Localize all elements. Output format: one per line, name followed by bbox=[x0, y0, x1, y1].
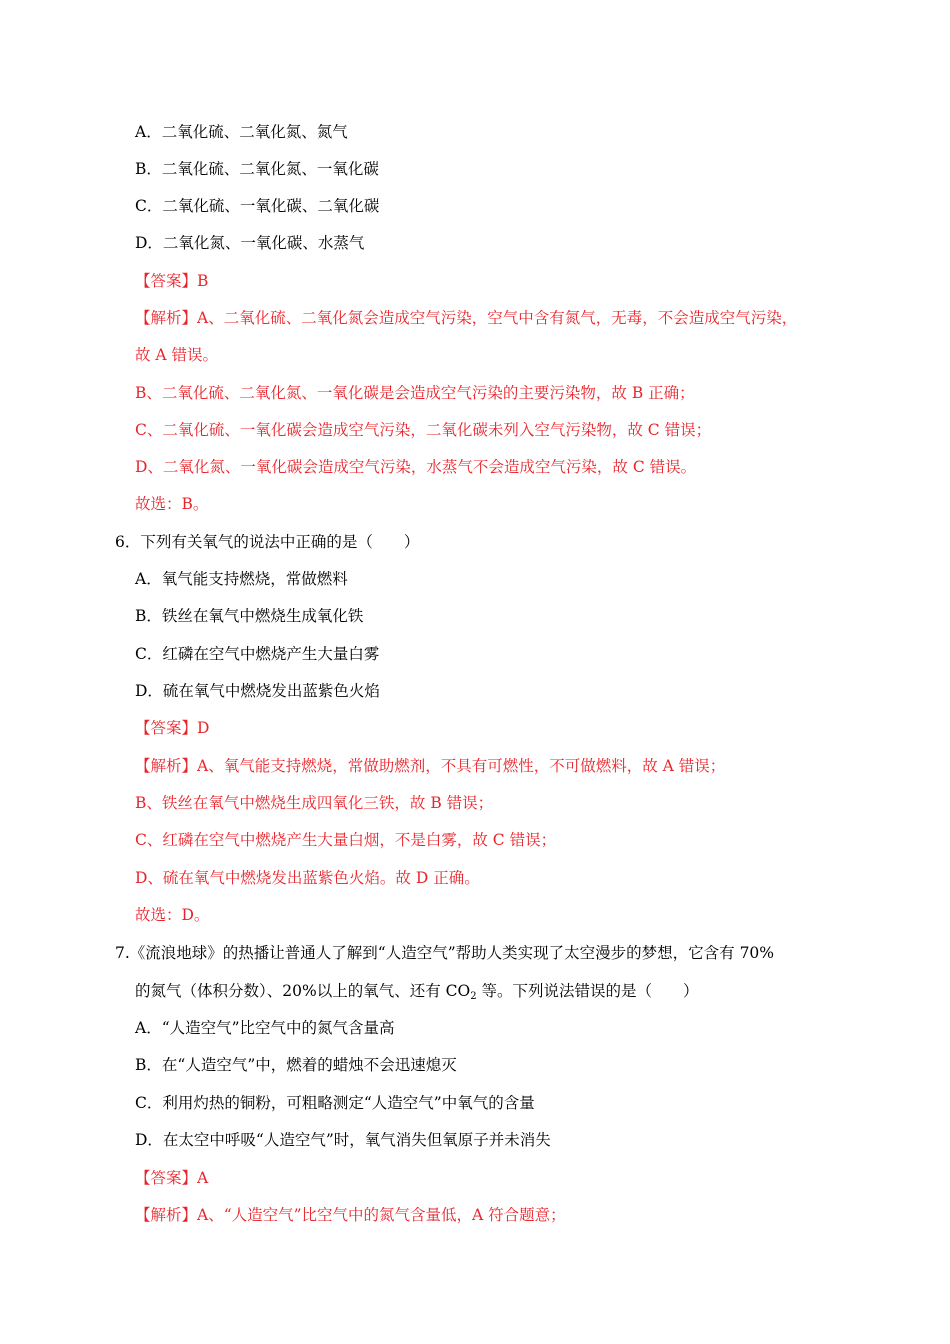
q7-option-b: B．在“人造空气”中，燃着的蜡烛不会迅速熄灭 bbox=[135, 1056, 457, 1074]
q5-option-c: C．二氧化硫、一氧化碳、二氧化碳 bbox=[135, 197, 380, 215]
q6-analysis-line-2: B、铁丝在氧气中燃烧生成四氧化三铁，故 B 错误； bbox=[135, 794, 494, 812]
q7-option-d: D．在太空中呼吸“人造空气”时，氧气消失但氧原子并未消失 bbox=[135, 1131, 551, 1149]
q7-stem-text-before: 的氮气（体积分数）、20%以上的氧气、还有 CO bbox=[135, 982, 471, 1000]
q5-analysis-line-1: 【解析】A、二氧化硫、二氧化氮会造成空气污染，空气中含有氮气，无毒，不会造成空气污染， bbox=[135, 309, 798, 327]
q5-answer: 【答案】B bbox=[135, 272, 209, 290]
q5-option-a: A．二氧化硫、二氧化氮、氮气 bbox=[135, 123, 348, 141]
q6-analysis-line-1: 【解析】A、氧气能支持燃烧，常做助燃剂，不具有可燃性，不可做燃料，故 A 错误； bbox=[135, 757, 726, 775]
q6-option-c: C．红磷在空气中燃烧产生大量白雾 bbox=[135, 645, 380, 663]
q5-choice: 故选：B。 bbox=[135, 495, 209, 513]
q5-option-b: B．二氧化硫、二氧化氮、一氧化碳 bbox=[135, 160, 379, 178]
q6-stem: 6．下列有关氧气的说法中正确的是（ ） bbox=[115, 533, 420, 551]
q6-option-a: A．氧气能支持燃烧，常做燃料 bbox=[135, 570, 348, 588]
q6-option-d: D．硫在氧气中燃烧发出蓝紫色火焰 bbox=[135, 682, 380, 700]
q7-analysis-line-1: 【解析】A、“人造空气”比空气中的氮气含量低，A 符合题意； bbox=[135, 1206, 566, 1224]
q6-choice: 故选：D。 bbox=[135, 906, 210, 924]
q6-analysis-line-3: C、红磷在空气中燃烧产生大量白烟，不是白雾，故 C 错误； bbox=[135, 831, 557, 849]
q7-answer: 【答案】A bbox=[135, 1169, 209, 1187]
q5-analysis-line-2: 故 A 错误。 bbox=[135, 346, 219, 364]
q7-stem-subscript: 2 bbox=[470, 991, 477, 1002]
q5-analysis-line-5: D、二氧化氮、一氧化碳会造成空气污染，水蒸气不会造成空气污染，故 C 错误。 bbox=[135, 458, 697, 476]
q7-stem-line-2 bbox=[135, 981, 699, 1001]
q7-option-a: A．“人造空气”比空气中的氮气含量高 bbox=[135, 1019, 395, 1037]
q5-analysis-line-3: B、二氧化硫、二氧化氮、一氧化碳是会造成空气污染的主要污染物，故 B 正确； bbox=[135, 384, 695, 402]
q6-option-b: B．铁丝在氧气中燃烧生成氧化铁 bbox=[135, 607, 364, 625]
q7-option-c: C．利用灼热的铜粉，可粗略测定“人造空气”中氧气的含量 bbox=[135, 1094, 535, 1112]
q7-stem-line-1: 7.《流浪地球》的热播让普通人了解到“人造空气”帮助人类实现了太空漫步的梦想，它含有 70% bbox=[115, 944, 775, 962]
q6-answer: 【答案】D bbox=[135, 719, 210, 737]
q6-analysis-line-4: D、硫在氧气中燃烧发出蓝紫色火焰。故 D 正确。 bbox=[135, 869, 480, 887]
q5-option-d: D．二氧化氮、一氧化碳、水蒸气 bbox=[135, 234, 365, 252]
q7-stem-text-after: 等。下列说法错误的是（ ） bbox=[476, 982, 699, 1000]
q5-analysis-line-4: C、二氧化硫、一氧化碳会造成空气污染，二氧化碳未列入空气污染物，故 C 错误； bbox=[135, 421, 712, 439]
